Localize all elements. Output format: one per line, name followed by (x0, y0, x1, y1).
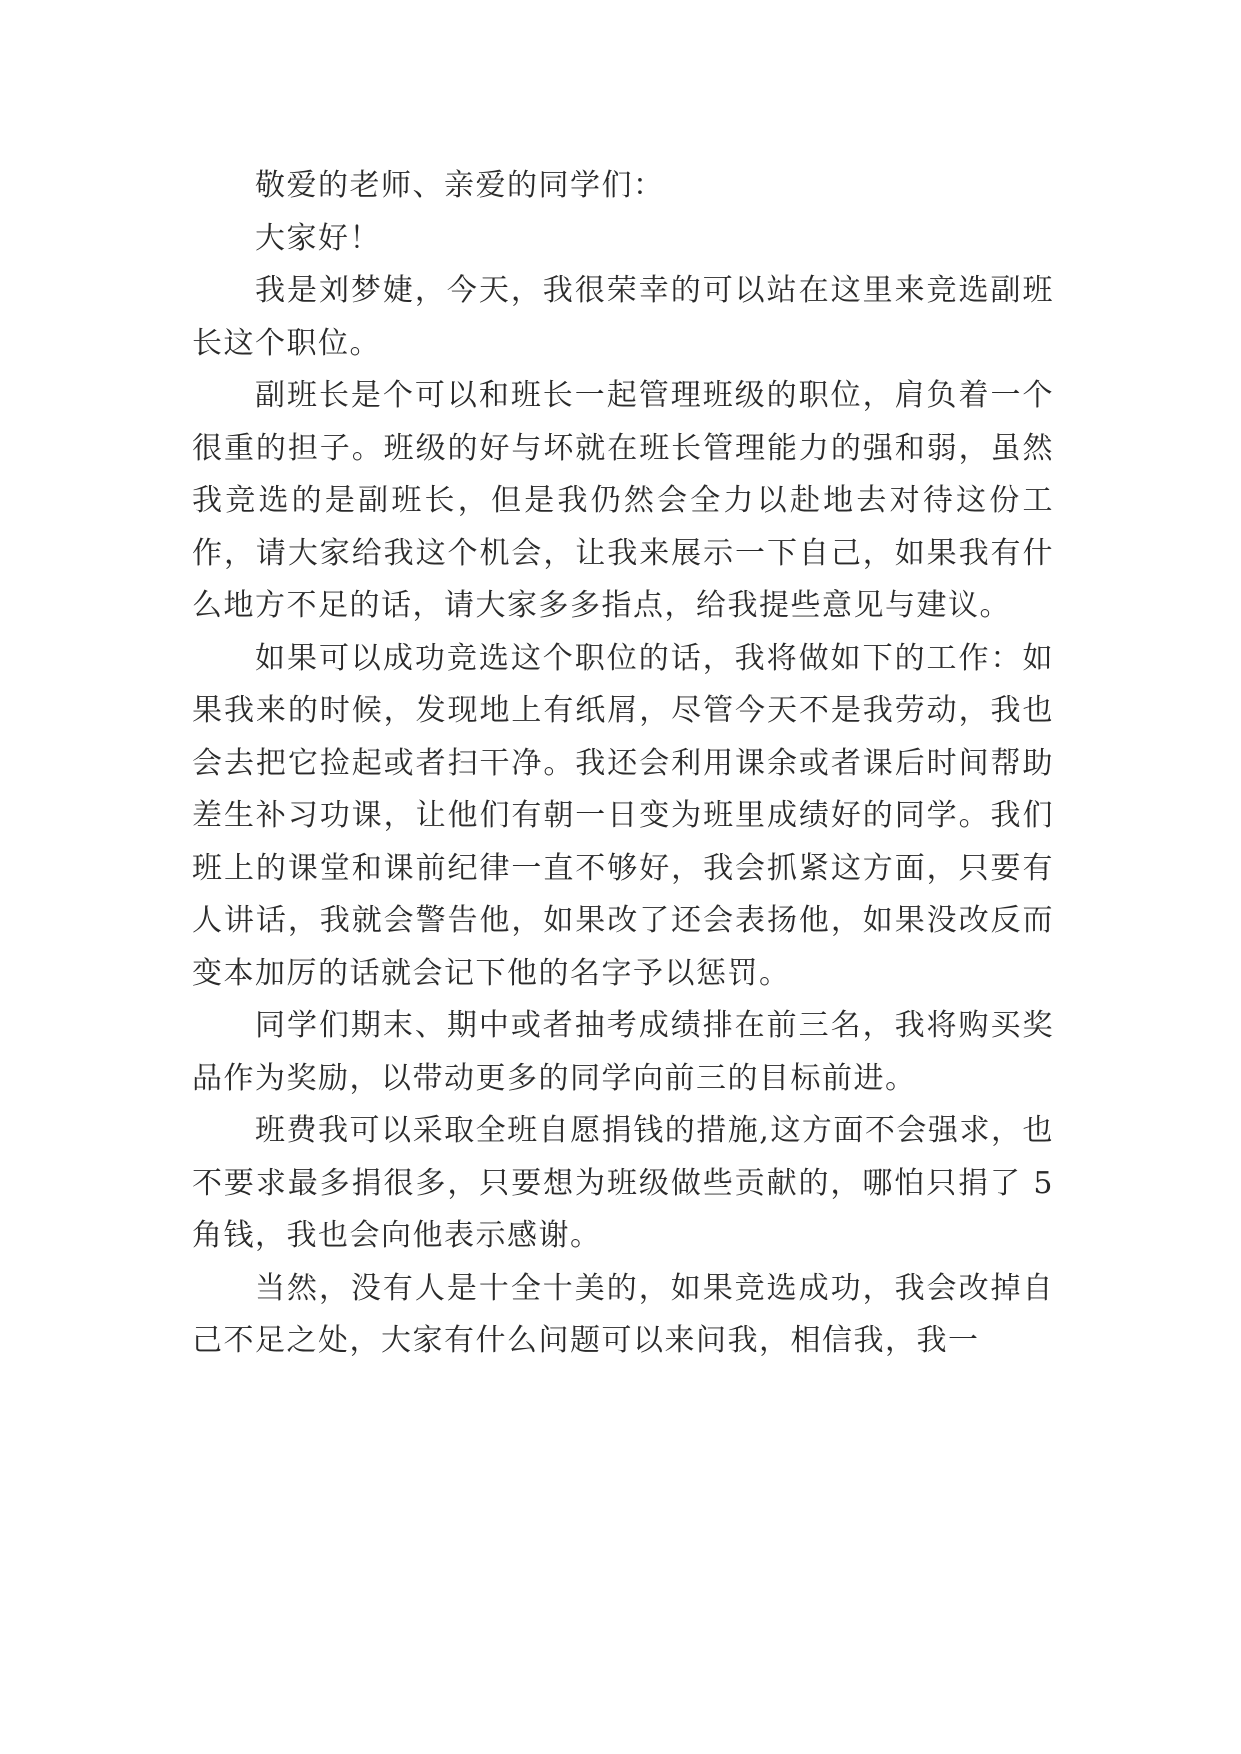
paragraph-plans: 如果可以成功竞选这个职位的话，我将做如下的工作：如果我来的时候，发现地上有纸屑，尽管今天不是我劳动，我也会去把它捡起或者扫干净。我还会利用课余或者课后时间帮助差生补习功课，让他们有朝一日变为班里成绩好的同学。我们班上的课堂和课前纪律一直不够好，我会抓紧这方面，只要有人讲话，我就会警告他，如果改了还会表扬他，如果没改反而变本加厉的话就会记下他的名字予以惩罚。 (192, 640, 1054, 991)
paragraph-closing: 当然，没有人是十全十美的，如果竞选成功，我会改掉自己不足之处，大家有什么问题可以来问我，相信我，我一 (192, 1270, 1054, 1358)
paragraph-rewards: 同学们期末、期中或者抽考成绩排在前三名，我将购买奖品作为奖励，以带动更多的同学向前三的目标前进。 (192, 1008, 1054, 1096)
speech-body (192, 160, 1054, 1368)
paragraph-class-fees: 班费我可以采取全班自愿捐钱的措施,这方面不会强求，也不要求最多捐很多，只要想为班级做些贡献的，哪怕只捐了 5 角钱，我也会向他表示感谢。 (192, 1113, 1054, 1253)
greeting: 大家好！ (255, 220, 381, 256)
paragraph-intro: 我是刘梦婕，今天，我很荣幸的可以站在这里来竞选副班长这个职位。 (192, 273, 1054, 361)
paragraph-role: 副班长是个可以和班长一起管理班级的职位，肩负着一个很重的担子。班级的好与坏就在班长管理能力的强和弱，虽然我竞选的是副班长，但是我仍然会全力以赴地去对待这份工作，请大家给我这个机会，让我来展示一下自己，如果我有什么地方不足的话，请大家多多指点，给我提些意见与建议。 (192, 378, 1054, 623)
salutation: 敬爱的老师、亲爱的同学们： (255, 168, 665, 203)
